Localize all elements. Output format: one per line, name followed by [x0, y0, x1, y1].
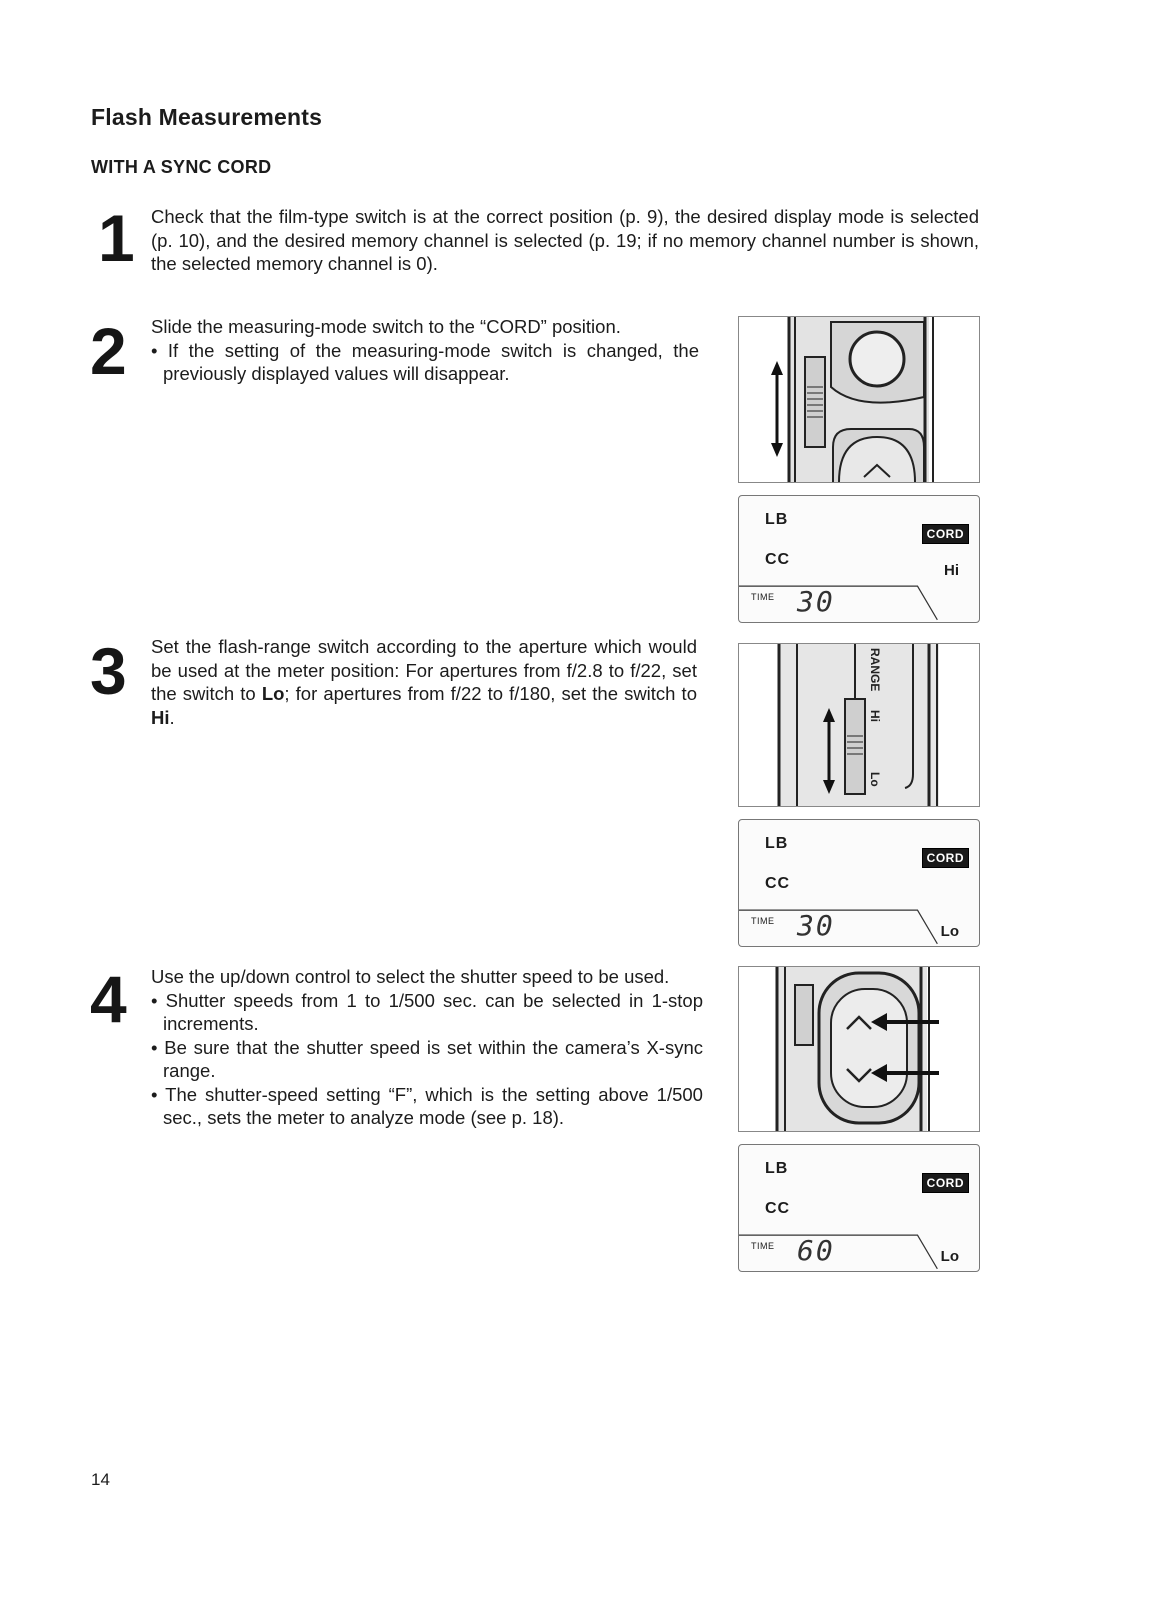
step-4-text: [151, 965, 703, 1130]
step-2-bullet-1-text: If the setting of the measuring-mode switch is changed, the previously displayed values will disappear.: [163, 339, 699, 384]
lb-label: LB: [765, 1160, 789, 1177]
page-number: 14: [91, 1470, 110, 1489]
lb-label: LB: [765, 511, 789, 528]
step-4-paragraph: Use the up/down control to select the shutter speed to be used.: [151, 966, 670, 987]
step-4-bullet-2-text: Be sure that the shutter speed is set within the camera’s X-sync range.: [163, 1036, 703, 1081]
lcd-display-2: [738, 819, 980, 947]
cord-badge: CORD: [922, 524, 969, 544]
step-3-text-c: .: [169, 706, 175, 728]
time-frame: [739, 584, 979, 622]
lcd-display-3: [738, 1144, 980, 1272]
step-number-4: 4: [90, 962, 127, 1036]
step-2-text: [151, 315, 699, 386]
cord-badge: CORD: [922, 848, 969, 868]
step-4-bullet-2: • Be sure that the shutter speed is set within the camera’s X-sync range.: [151, 1036, 703, 1081]
step-3-lo: Lo: [261, 683, 285, 704]
step-3-paragraph: [151, 635, 697, 729]
lo-label: Lo: [868, 772, 882, 787]
step-3-text-a: Set the flash-range switch according to the aperture which would be used at the meter position: For apertures from f/2.8 to f/22, set the switch to: [151, 636, 697, 704]
step-2-bullet-1: • If the setting of the measuring-mode switch is changed, the previously displayed values will disappear.: [151, 339, 699, 384]
step-4-bullet-1: • Shutter speeds from 1 to 1/500 sec. can be selected in 1-stop increments.: [151, 989, 703, 1034]
cc-label: CC: [765, 875, 791, 892]
page-title: Flash Measurements: [91, 104, 323, 130]
measuring-mode-switch-illustration: [738, 316, 980, 483]
lb-label: LB: [765, 835, 789, 852]
cord-badge: CORD: [922, 1173, 969, 1193]
step-4-bullet-3-text: The shutter-speed setting “F”, which is the setting above 1/500 sec., sets the meter to analyze mode (see p. 18).: [163, 1083, 703, 1128]
measuring-mode-switch-drawing: [739, 317, 979, 482]
time-label: TIME: [751, 592, 775, 602]
step-4-bullet-1-text: Shutter speeds from 1 to 1/500 sec. can be selected in 1-stop increments.: [163, 989, 703, 1034]
cc-label: CC: [765, 1200, 791, 1217]
up-down-control-illustration: [738, 966, 980, 1132]
flash-range-switch-drawing: [739, 644, 979, 806]
cc-label: CC: [765, 551, 791, 568]
shutter-speed-digits: 30: [797, 585, 835, 618]
time-frame: [739, 1233, 979, 1271]
lcd-display-1: [738, 495, 980, 623]
flash-range-switch-illustration: [738, 643, 980, 807]
time-frame: [739, 908, 979, 946]
step-number-2: 2: [90, 314, 127, 388]
up-down-control-drawing: [739, 967, 979, 1131]
time-label: TIME: [751, 916, 775, 926]
shutter-speed-digits: 30: [797, 909, 835, 942]
time-label: TIME: [751, 1241, 775, 1251]
section-subtitle: WITH A SYNC CORD: [91, 157, 272, 177]
step-3-text: [151, 635, 697, 729]
step-2-paragraph: Slide the measuring-mode switch to the “CORD” position.: [151, 316, 621, 337]
step-number-3: 3: [90, 634, 127, 708]
hi-label: Hi: [868, 710, 882, 722]
range-indicator: Hi: [944, 562, 959, 579]
range-indicator: Lo: [940, 1248, 959, 1265]
step-3-text-b: ; for apertures from f/22 to f/180, set the switch to: [284, 683, 697, 704]
step-3-hi: Hi: [151, 706, 170, 728]
step-1-paragraph: Check that the film-type switch is at the correct position (p. 9), the desired display mode is selected (p. 10), and the desired memory channel is selected (p. 19; if no memory channel number is shown, the selected memory channel is 0).: [151, 206, 979, 274]
range-label: RANGE: [868, 648, 882, 692]
shutter-speed-digits: 60: [797, 1234, 835, 1267]
step-4-bullet-3: • The shutter-speed setting “F”, which is the setting above 1/500 sec., sets the meter to analyze mode (see p. 18).: [151, 1083, 703, 1128]
step-number-1: 1: [98, 201, 135, 275]
range-indicator: Lo: [940, 923, 959, 940]
step-1-text: [151, 205, 979, 276]
